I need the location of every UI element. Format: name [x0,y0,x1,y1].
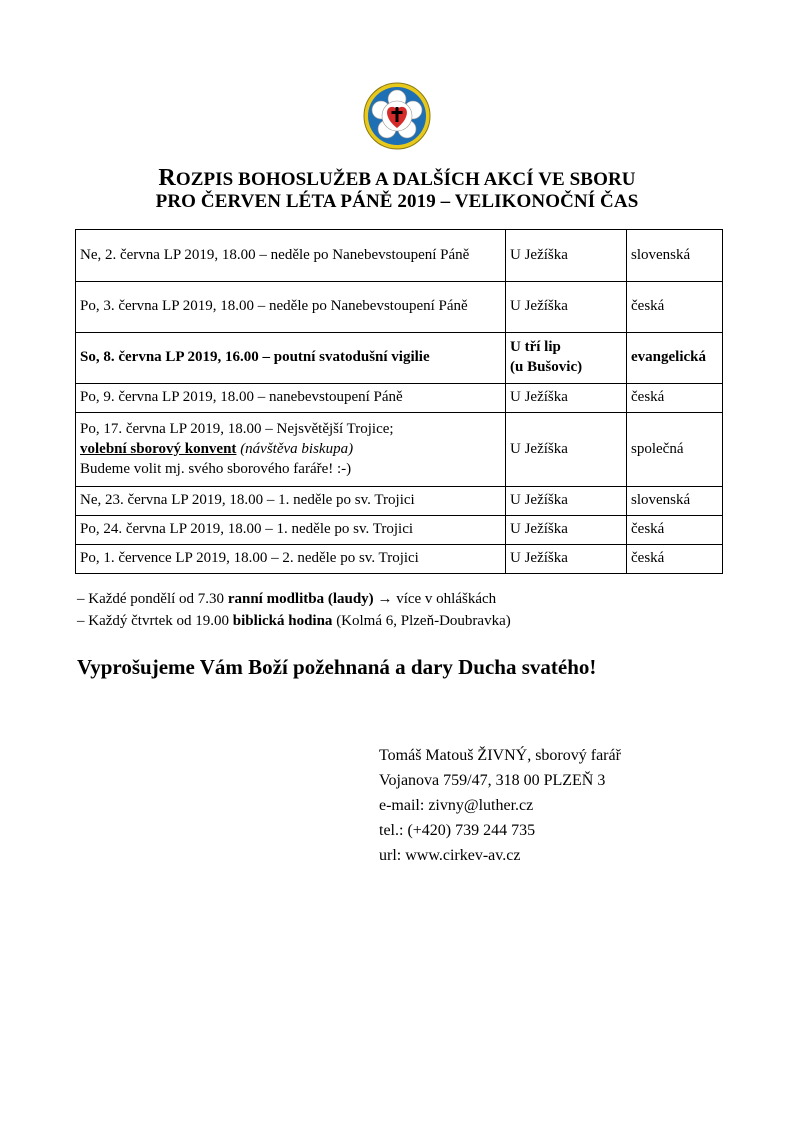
place-cell: U Ježíška [506,487,627,516]
language-cell: česká [627,384,723,413]
event-cell [76,413,506,487]
table-row [76,230,723,282]
place-line: (u Bušovic) [510,359,583,375]
event-cell: Po, 24. června LP 2019, 18.00 – 1. neděle po sv. Trojici [76,516,506,545]
place-cell: U Ježíška [506,545,627,574]
page-title-line1: ROZPIS BOHOSLUŽEB A DALŠÍCH AKCÍ VE SBORU [158,165,636,191]
signature-email: e-mail: zivny@luther.cz [379,797,534,814]
event-note: (návštěva biskupa) [240,440,354,457]
language-cell: česká [627,545,723,574]
place-cell [506,333,627,384]
table-row [76,545,723,574]
event-cell: Po, 3. června LP 2019, 18.00 – neděle po Nanebevstoupení Páně [76,282,506,333]
language-cell: evangelická [627,333,723,384]
signature-address: Vojanova 759/47, 318 00 PLZEŇ 3 [379,772,606,789]
event-highlight: volební sborový konvent [80,440,237,457]
luther-rose-logo [363,82,431,150]
schedule-table [75,229,723,574]
event-cell: Ne, 2. června LP 2019, 18.00 – neděle po Nanebevstoupení Páně [76,230,506,282]
table-row [76,516,723,545]
signature-name: Tomáš Matouš ŽIVNÝ, sborový farář [379,747,621,764]
event-cell: Po, 1. července LP 2019, 18.00 – 2. neděle po sv. Trojici [76,545,506,574]
signature-url: url: www.cirkev-av.cz [379,847,521,864]
event-line: Po, 17. června LP 2019, 18.00 – Nejsvětější Trojice; [80,420,394,437]
blessing-text: Vyprošujeme Vám Boží požehnaná a dary Ducha svatého! [77,655,597,679]
event-cell: So, 8. června LP 2019, 16.00 – poutní svatodušní vigilie [76,333,506,384]
language-cell: společná [627,413,723,487]
place-cell: U Ježíška [506,230,627,282]
table-row [76,333,723,384]
event-cell: Ne, 23. června LP 2019, 18.00 – 1. neděle po sv. Trojici [76,487,506,516]
signature-block [379,743,621,868]
language-cell: česká [627,516,723,545]
place-line: U tří lip [510,339,561,355]
table-row [76,487,723,516]
place-cell: U Ježíška [506,282,627,333]
note-item: – Každý čtvrtek od 19.00 biblická hodina (Kolmá 6, Plzeň-Doubravka) [77,613,511,629]
language-cell: slovenská [627,230,723,282]
event-line: Budeme volit mj. svého sborového faráře! :-) [80,460,352,477]
signature-phone: tel.: (+420) 739 244 735 [379,822,536,839]
notes [77,588,511,632]
language-cell: česká [627,282,723,333]
table-row [76,384,723,413]
language-cell: slovenská [627,487,723,516]
note-item: – Každé pondělí od 7.30 ranní modlitba (laudy) → více v ohláškách [77,591,497,607]
table-row [76,282,723,333]
event-cell: Po, 9. června LP 2019, 18.00 – nanebevstoupení Páně [76,384,506,413]
place-cell: U Ježíška [506,516,627,545]
place-cell: U Ježíška [506,413,627,487]
place-cell: U Ježíška [506,384,627,413]
page-title-line2: PRO ČERVEN LÉTA PÁNĚ 2019 – VELIKONOČNÍ ČAS [155,191,639,212]
table-row [76,413,723,487]
